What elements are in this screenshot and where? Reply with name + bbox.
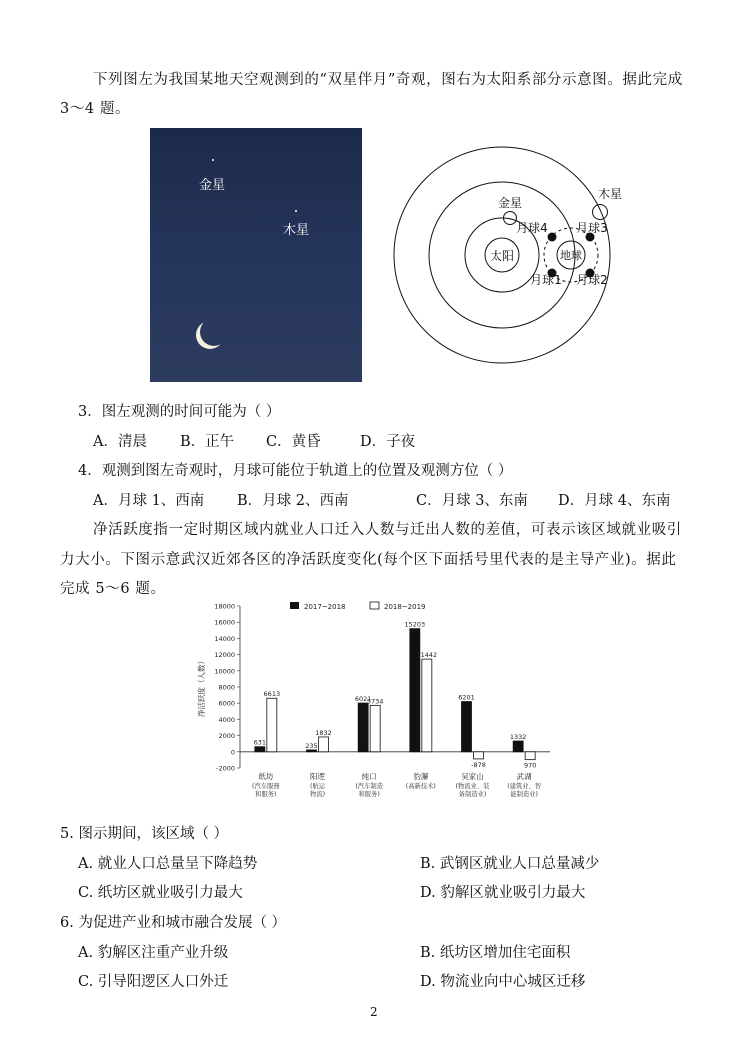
category-note: 和服务) bbox=[358, 791, 380, 798]
bar-2017-2018-2 bbox=[358, 703, 368, 752]
data-label: 6613 bbox=[263, 690, 281, 699]
data-label: -878 bbox=[471, 760, 486, 769]
category-note: (汽车服務 bbox=[252, 783, 280, 790]
y-tick-label: 14000 bbox=[214, 634, 235, 643]
legend-label-2017-2018: 2017~2018 bbox=[304, 603, 346, 611]
y-tick-label: 10000 bbox=[214, 667, 235, 676]
jupiter-label: 木星 bbox=[597, 187, 623, 201]
intro2-line2: 力大小。下图示意武汉近郊各区的净活跃度变化(每个区下面括号里代表的是主导产业)。据此 bbox=[60, 552, 677, 568]
category-note: (物流业、装 bbox=[455, 783, 490, 790]
y-tick-label: 6000 bbox=[218, 699, 235, 708]
q5-option-d[interactable]: D. 豹解区就业吸引力最大 bbox=[420, 885, 586, 901]
data-label: 1332 bbox=[509, 733, 527, 742]
q5-option-c[interactable]: C. 纸坊区就业吸引力最大 bbox=[78, 885, 243, 901]
q5-option-b[interactable]: B. 武钢区就业人口总量减少 bbox=[420, 856, 600, 872]
category-label: 豹澥 bbox=[413, 772, 429, 781]
category-note: 物流) bbox=[309, 791, 326, 798]
data-label: 6201 bbox=[458, 693, 475, 702]
y-tick-label: 4000 bbox=[218, 715, 235, 724]
bar-2018-2019-4 bbox=[474, 752, 484, 759]
q3-stem: 3．图左观测的时间可能为（ ） bbox=[78, 404, 281, 420]
category-note: (建筑业、智 bbox=[507, 783, 542, 790]
solar-system-diagram bbox=[392, 130, 632, 380]
y-tick-label: 8000 bbox=[218, 683, 235, 692]
bar-2017-2018-5 bbox=[513, 741, 523, 752]
sky-venus-label: 金星 bbox=[199, 178, 226, 193]
q4-option-d[interactable]: D．月球 4、东南 bbox=[558, 493, 671, 509]
y-tick-label: 12000 bbox=[214, 651, 235, 660]
y-axis-label: 净活跃度（人数） bbox=[197, 657, 206, 717]
legend-swatch-2017-2018 bbox=[290, 602, 299, 609]
bar-2018-2019-1 bbox=[319, 737, 329, 752]
category-label: 阳逻 bbox=[310, 772, 325, 781]
q4-option-c[interactable]: C．月球 3、东南 bbox=[416, 493, 528, 509]
earth-label: 地球 bbox=[560, 249, 582, 262]
q3-option-c[interactable]: C．黄昏 bbox=[266, 434, 321, 450]
moon4-label: 月球4 bbox=[516, 221, 548, 235]
q6-option-d[interactable]: D. 物流业向中心城区迁移 bbox=[420, 974, 586, 990]
jupiter bbox=[593, 205, 608, 220]
page-number: 2 bbox=[370, 1005, 378, 1019]
category-label: 吴家山 bbox=[461, 772, 484, 781]
q6-option-a[interactable]: A. 豹解区注重产业升级 bbox=[78, 945, 229, 961]
legend-swatch-2018-2019 bbox=[370, 602, 379, 609]
category-note: (汽车制造 bbox=[355, 783, 383, 790]
sun-label: 太阳 bbox=[489, 249, 515, 263]
bar-2017-2018-3 bbox=[410, 629, 420, 752]
venus-star bbox=[212, 159, 214, 161]
data-label: 15203 bbox=[404, 620, 426, 629]
q3-option-d[interactable]: D．子夜 bbox=[360, 434, 416, 450]
intro2-line3: 完成 5～6 题。 bbox=[60, 581, 166, 597]
moon2-label: 月球2 bbox=[576, 273, 608, 287]
intro2-line1: 净活跃度指一定时期区域内就业人口迁入人数与迁出人数的差值，可表示该区域就业吸引 bbox=[93, 522, 682, 538]
data-label: 631 bbox=[253, 738, 267, 747]
q4-option-b[interactable]: B．月球 2、西南 bbox=[237, 493, 349, 509]
y-tick-label: -2000 bbox=[216, 764, 235, 773]
data-label: 11442 bbox=[416, 651, 438, 660]
venus-label: 金星 bbox=[497, 196, 523, 210]
q4-option-a[interactable]: A．月球 1、西南 bbox=[93, 493, 205, 509]
y-tick-label: 0 bbox=[230, 748, 235, 757]
category-note: (航运 bbox=[309, 783, 326, 790]
sky-jupiter-label: 木星 bbox=[283, 223, 310, 238]
category-note: (高新技术) bbox=[405, 783, 436, 790]
y-tick-label: 2000 bbox=[218, 732, 235, 741]
bar-2018-2019-3 bbox=[422, 659, 432, 752]
category-note: 备制造业) bbox=[458, 791, 487, 798]
bar-2018-2019-0 bbox=[267, 698, 277, 752]
sky-photo bbox=[150, 128, 362, 382]
y-tick-label: 16000 bbox=[214, 618, 235, 627]
moon1-label: 月球1 bbox=[530, 273, 562, 287]
category-note: 和服务) bbox=[255, 791, 277, 798]
q5-stem: 5. 图示期间，该区域（ ） bbox=[60, 826, 229, 842]
category-note: 能制造业) bbox=[510, 791, 538, 798]
q6-stem: 6. 为促进产业和城市融合发展（ ） bbox=[60, 915, 287, 931]
category-label: 武湖 bbox=[516, 772, 532, 781]
data-label: 235 bbox=[305, 741, 318, 750]
q6-option-b[interactable]: B. 纸坊区增加住宅面积 bbox=[420, 945, 571, 961]
y-tick-label: 18000 bbox=[214, 602, 235, 611]
bar-2018-2019-5 bbox=[525, 752, 535, 760]
q3-option-b[interactable]: B．正午 bbox=[180, 434, 235, 450]
crescent-moon bbox=[200, 318, 228, 346]
category-label: 纯口 bbox=[361, 772, 377, 781]
data-label: 5734 bbox=[366, 697, 384, 706]
bar-2017-2018-1 bbox=[307, 750, 317, 752]
q5-option-a[interactable]: A. 就业人口总量呈下降趋势 bbox=[78, 856, 258, 872]
moon4-dot bbox=[548, 233, 557, 242]
net-activity-chart bbox=[190, 598, 560, 808]
bar-2018-2019-2 bbox=[370, 705, 380, 751]
jupiter-star bbox=[295, 210, 297, 212]
data-label: 6021 bbox=[354, 695, 372, 704]
legend-label-2018-2019: 2018~2019 bbox=[384, 603, 426, 611]
bar-2017-2018-0 bbox=[255, 747, 265, 752]
category-label: 纸坊 bbox=[258, 772, 274, 781]
data-label: 970 bbox=[523, 761, 537, 770]
q4-stem: 4．观测到图左奇观时，月球可能位于轨道上的位置及观测方位（ ） bbox=[78, 463, 513, 479]
intro1-line1: 下列图左为我国某地天空观测到的“双星伴月”奇观，图右为太阳系部分示意图。据此完成 bbox=[93, 72, 683, 88]
bar-2017-2018-4 bbox=[462, 702, 472, 752]
moon3-label: 月球3 bbox=[576, 221, 608, 235]
intro1-line2: 3～4 题。 bbox=[60, 101, 131, 117]
q3-option-a[interactable]: A．清晨 bbox=[93, 434, 147, 450]
q6-option-c[interactable]: C. 引导阳逻区人口外迁 bbox=[78, 974, 229, 990]
data-label: 1832 bbox=[315, 728, 332, 737]
